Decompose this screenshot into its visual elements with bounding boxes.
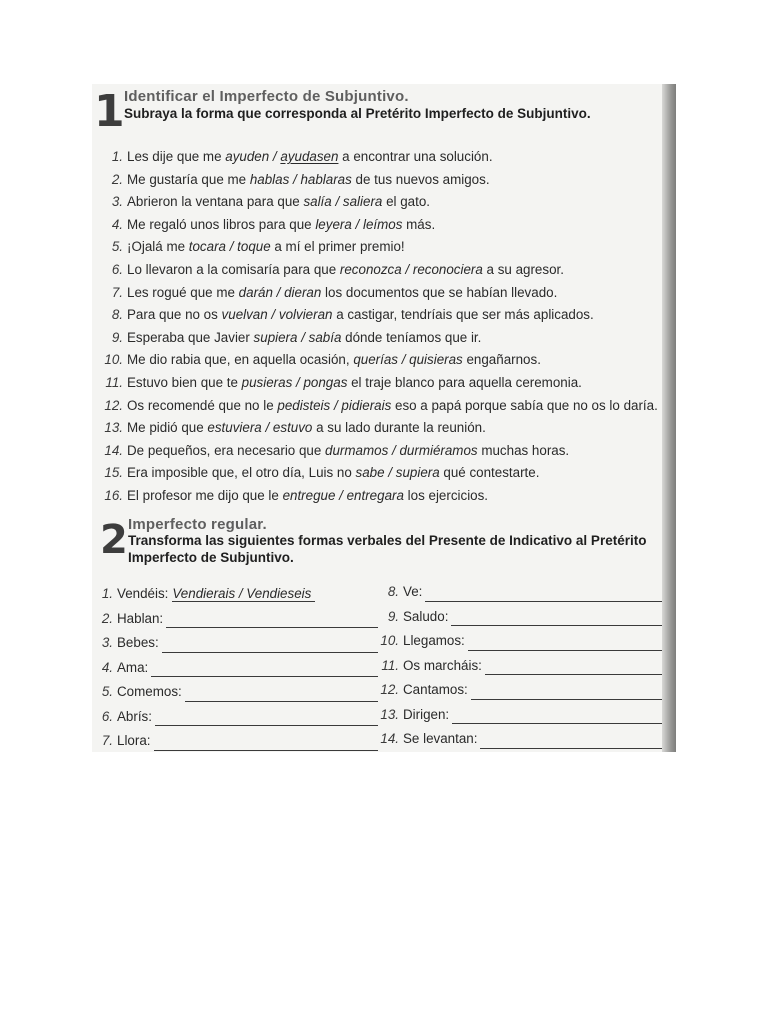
example-answer: Vendierais / Vendieseis xyxy=(172,587,315,602)
option-a: vuelvan xyxy=(221,307,268,323)
option-b: pidierais xyxy=(341,397,392,413)
verb-label: Llora: xyxy=(117,733,151,748)
item-number: 5. xyxy=(101,684,113,699)
item-text-after: más. xyxy=(402,216,436,232)
item-number: 4. xyxy=(111,216,123,232)
option-a: supiera xyxy=(253,329,298,345)
option-b: sabía xyxy=(308,329,342,345)
exercise-1-item xyxy=(104,259,674,282)
option-b: reconociera xyxy=(412,261,483,277)
item-number: 7. xyxy=(111,284,123,300)
answer-blank-line xyxy=(425,589,676,602)
option-separator: / xyxy=(331,194,343,210)
item-text-before: De pequeños, era necesario que xyxy=(127,442,326,458)
option-b: durmiéramos xyxy=(399,442,478,458)
section-2-number: 2 xyxy=(100,517,128,563)
item-text-after: a su agresor. xyxy=(482,261,564,277)
option-a: pusieras xyxy=(241,374,293,390)
option-b: dieran xyxy=(284,284,322,300)
section-1-title: Identificar el Imperfecto de Subjuntivo. xyxy=(124,88,409,105)
item-number: 12. xyxy=(104,397,123,413)
exercise-2-item xyxy=(94,582,378,607)
item-number: 2. xyxy=(111,171,123,187)
item-text-before: Lo llevaron a la comisaría para que xyxy=(127,261,340,277)
exercise-2-item xyxy=(380,678,676,703)
item-number: 2. xyxy=(101,610,113,626)
item-text-before: Os recomendé que no le xyxy=(127,397,278,413)
item-number: 8. xyxy=(111,307,123,323)
exercise-2-item xyxy=(94,705,378,730)
option-a: ayuden xyxy=(225,149,270,164)
exercise-1-item xyxy=(104,327,674,350)
item-text-before: Me dio rabia que, en aquella ocasión, xyxy=(127,352,354,368)
exercise-2-right-column xyxy=(380,580,676,752)
exercise-1-item xyxy=(104,191,674,214)
answer-blank-line xyxy=(155,713,378,726)
exercise-2-item xyxy=(380,605,676,630)
option-separator: / xyxy=(297,329,309,345)
exercise-2-item xyxy=(94,680,378,705)
item-number: 15. xyxy=(104,465,123,481)
item-number: 9. xyxy=(387,608,399,624)
option-separator: / xyxy=(289,171,301,187)
option-a: estuviera xyxy=(207,420,262,436)
exercise-2-item xyxy=(380,727,676,752)
exercise-2-item xyxy=(380,580,676,605)
verb-label: Cantamos: xyxy=(403,682,468,697)
option-a: reconozca xyxy=(339,261,402,277)
answer-blank-line xyxy=(452,711,676,724)
item-number: 14. xyxy=(104,442,123,458)
exercise-1-item xyxy=(104,214,674,237)
answer-blank-line xyxy=(468,638,676,651)
answer-blank-line xyxy=(151,664,378,677)
option-separator: / xyxy=(388,442,400,458)
item-number: 7. xyxy=(101,733,113,748)
verb-label: Abrís: xyxy=(117,708,152,724)
option-a: querías xyxy=(353,352,398,368)
exercise-1-item xyxy=(104,417,674,440)
exercise-1-item xyxy=(104,282,674,305)
item-text-after: a mí el primer premio! xyxy=(270,239,405,255)
item-number: 11. xyxy=(381,657,399,673)
item-text-before: Me regaló unos libros para que xyxy=(127,216,316,232)
item-number: 6. xyxy=(101,708,113,724)
exercise-2-item xyxy=(380,703,676,728)
item-number: 3. xyxy=(111,194,123,210)
option-b: estuvo xyxy=(272,420,313,436)
item-number: 10. xyxy=(104,352,123,368)
verb-label: Llegamos: xyxy=(403,633,465,648)
item-text-before: Era imposible que, el otro día, Luis no xyxy=(127,465,356,481)
item-number: 9. xyxy=(111,329,123,345)
item-number: 13. xyxy=(104,420,123,436)
item-number: 14. xyxy=(380,731,399,746)
answer-blank-line xyxy=(480,736,676,749)
option-separator: / xyxy=(292,374,304,390)
item-text-after: a su lado durante la reunión. xyxy=(312,420,486,436)
option-a: leyera xyxy=(315,216,352,232)
verb-label: Dirigen: xyxy=(403,706,450,722)
item-number: 6. xyxy=(111,261,123,277)
item-number: 3. xyxy=(101,635,113,650)
exercise-2-item xyxy=(94,729,378,752)
option-b: volvieran xyxy=(278,307,333,323)
section-1-number: 1 xyxy=(94,86,125,137)
option-separator: / xyxy=(272,284,285,300)
item-text-before: Les rogué que me xyxy=(127,284,239,300)
option-separator: / xyxy=(401,261,413,277)
answer-blank-line xyxy=(485,662,676,675)
option-b: toque xyxy=(237,239,271,255)
answer-blank-line xyxy=(154,738,379,751)
option-separator: / xyxy=(225,239,238,255)
option-a: darán xyxy=(238,284,273,300)
item-text-before: Estuvo bien que te xyxy=(127,374,242,390)
answer-blank-line xyxy=(162,640,378,653)
verb-label: Vendéis: xyxy=(117,586,169,601)
verb-label: Os marcháis: xyxy=(403,657,482,673)
item-number: 10. xyxy=(380,633,399,648)
option-separator: / xyxy=(261,420,273,436)
option-separator: / xyxy=(351,216,363,232)
exercise-1-item xyxy=(104,349,674,372)
answer-blank-line xyxy=(471,687,676,700)
option-a: sabe xyxy=(355,465,385,481)
item-number: 13. xyxy=(380,706,399,722)
option-separator: / xyxy=(330,397,342,413)
verb-label: Ama: xyxy=(117,659,149,675)
item-text-after: los documentos que se habían llevado. xyxy=(321,284,558,300)
option-b: ayudasen xyxy=(280,149,339,164)
verb-label: Hablan: xyxy=(117,610,164,626)
item-text-before: El profesor me dijo que le xyxy=(127,487,283,503)
verb-label: Ve: xyxy=(403,584,423,599)
item-text-after: muchas horas. xyxy=(477,442,570,458)
item-text-before: ¡Ojalá me xyxy=(127,239,189,255)
answer-blank-line xyxy=(166,615,378,628)
item-text-before: Me gustaría que me xyxy=(127,171,250,187)
item-text-after: qué contestarte. xyxy=(439,465,540,481)
exercise-1-list xyxy=(104,146,674,508)
verb-label: Saludo: xyxy=(403,608,449,624)
option-b: hablaras xyxy=(300,171,352,187)
option-b: quisieras xyxy=(409,352,463,368)
option-b: pongas xyxy=(303,374,348,390)
item-number: 12. xyxy=(380,682,399,697)
item-number: 8. xyxy=(387,584,399,599)
item-text-after: a encontrar una solución. xyxy=(338,149,493,164)
exercise-1-item xyxy=(104,395,674,418)
item-number: 16. xyxy=(104,487,123,503)
option-a: tocara xyxy=(188,239,226,255)
item-text-after: de tus nuevos amigos. xyxy=(351,171,490,187)
item-text-before: Abrieron la ventana para que xyxy=(127,194,304,210)
item-text-after: el traje blanco para aquella ceremonia. xyxy=(347,374,582,390)
item-text-before: Para que no os xyxy=(127,307,222,323)
item-text-before: Me pidió que xyxy=(127,420,208,436)
exercise-1-item xyxy=(104,462,674,485)
option-b: leímos xyxy=(362,216,403,232)
verb-label: Bebes: xyxy=(117,635,159,650)
section-1-instruction: Subraya la forma que corresponda al Pretérito Imperfecto de Subjuntivo. xyxy=(124,106,591,121)
option-a: durmamos xyxy=(325,442,389,458)
option-a: salía xyxy=(303,194,332,210)
item-number: 5. xyxy=(111,239,123,255)
option-b: entregara xyxy=(346,487,404,503)
item-text-before: Les dije que me xyxy=(127,149,226,164)
item-number: 1. xyxy=(101,586,113,601)
page-binding-edge xyxy=(662,84,676,752)
item-number: 4. xyxy=(101,659,113,675)
item-number: 1. xyxy=(111,149,123,164)
option-separator: / xyxy=(267,307,279,323)
option-separator: / xyxy=(335,487,347,503)
item-number: 11. xyxy=(105,374,123,390)
section-2-title: Imperfecto regular. xyxy=(128,516,267,533)
item-text-after: los ejercicios. xyxy=(403,487,489,503)
verb-label: Se levantan: xyxy=(403,731,478,746)
item-text-after: a castigar, tendríais que ser más aplicados. xyxy=(332,307,594,323)
section-2-instruction: Transforma las siguientes formas verbales del Presente de Indicativo al Pretérito Imperfecto de Subjuntivo. xyxy=(128,533,647,565)
exercise-1-item xyxy=(104,236,674,259)
exercise-1-item xyxy=(104,440,674,463)
option-a: pedisteis xyxy=(277,397,331,413)
exercise-2-item xyxy=(380,629,676,654)
exercise-2-item xyxy=(94,631,378,656)
exercise-2-item xyxy=(94,607,378,632)
exercise-2-item xyxy=(380,654,676,679)
option-separator: / xyxy=(384,465,396,481)
answer-blank-line xyxy=(451,613,676,626)
scanned-worksheet xyxy=(92,84,676,752)
exercise-1-item xyxy=(104,485,674,508)
option-b: saliera xyxy=(342,194,383,210)
exercise-2-left-column xyxy=(94,582,378,752)
item-text-after: eso a papá porque sabía que no os lo daría. xyxy=(391,397,658,413)
exercise-1-item xyxy=(104,169,674,192)
option-a: entregue xyxy=(282,487,336,503)
option-separator: / xyxy=(269,149,281,164)
option-separator: / xyxy=(397,352,410,368)
exercise-1-item xyxy=(104,304,674,327)
item-text-after: engañarnos. xyxy=(462,352,541,368)
exercise-1-item xyxy=(104,146,674,169)
item-text-before: Esperaba que Javier xyxy=(127,329,254,345)
item-text-after: dónde teníamos que ir. xyxy=(341,329,482,345)
exercise-2-item xyxy=(94,656,378,681)
option-b: supiera xyxy=(395,465,440,481)
option-a: hablas xyxy=(249,171,290,187)
answer-blank-line xyxy=(185,689,378,702)
verb-label: Comemos: xyxy=(117,684,182,699)
exercise-1-item xyxy=(104,372,674,395)
item-text-after: el gato. xyxy=(382,194,431,210)
